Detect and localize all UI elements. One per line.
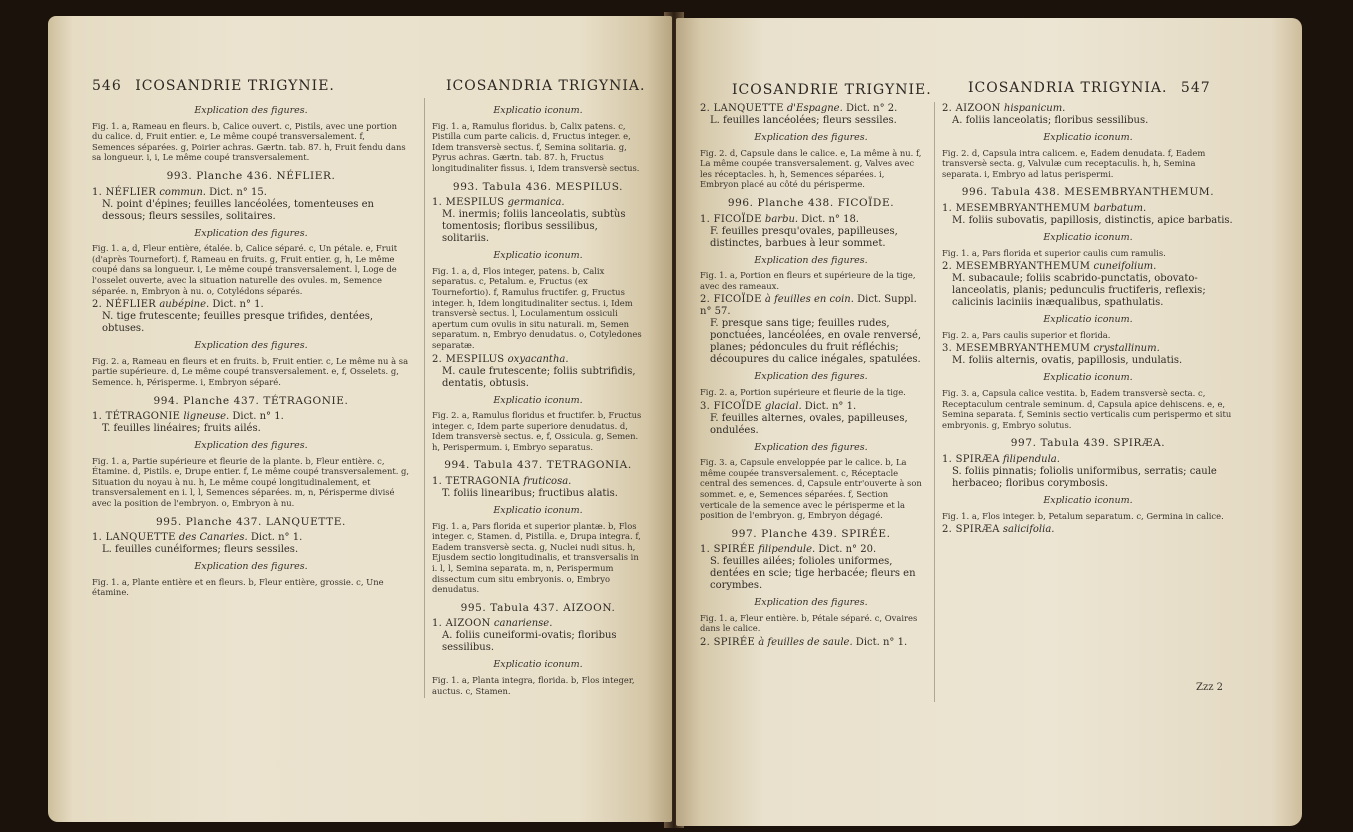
species-entry	[942, 261, 1234, 309]
species-diagnosis: N. tige frutescente; feuilles presque trifides, dentées, obtuses.	[102, 311, 374, 335]
species-diagnosis: F. feuilles alternes, ovales, papilleuses, ondulées.	[710, 412, 908, 436]
figure-explanation-text: Fig. 1. a, Rameau en fleurs. b, Calice ouvert. c, Pistils, avec une portion du calice. d, Fruit entier. e, Le même coupé transversalement. f, Semences séparées. g, Poirier achras. Gærtn. tab. 87. h, Fruit fendu dans sa longueur. i, i, Le même coupé transversalement.	[92, 120, 406, 163]
species-name: 1. TÉTRAGONIE	[92, 411, 181, 423]
figure-explanation-text: Fig. 2. d, Capsula intra calicem. e, Eadem denudata. f, Eadem transversè secta. g, Valvulæ cum receptaculis. h, h, Semina separata. i, Embryo ad latus perispermi.	[942, 147, 1206, 179]
running-title-fr: ICOSANDRIE TRIGYNIE.	[135, 78, 335, 94]
species-diagnosis: S. foliis pinnatis; foliolis uniformibus, serratis; caule herbaceo; floribus corymbosis.	[952, 465, 1217, 489]
species-epithet: fruticosa.	[523, 476, 572, 488]
dictionary-reference: Dict. n° 15.	[205, 186, 267, 198]
figure-explanation-text: Fig. 1. a, Portion en fleurs et supérieure de la tige, avec des rameaux.	[700, 270, 916, 291]
species-entry	[432, 618, 644, 654]
figure-explanation-text: Fig. 2. a, Pars caulis superior et florida.	[942, 329, 1111, 340]
species-diagnosis: T. feuilles linéaires; fruits ailés.	[102, 423, 261, 435]
figure-explanation-heading: Explicatio iconum.	[1043, 494, 1133, 506]
species-diagnosis: T. foliis linearibus; fructibus alatis.	[442, 488, 618, 500]
dictionary-reference: Dict. n° 20.	[815, 544, 877, 556]
figure-explanation-heading: Explicatio iconum.	[493, 505, 583, 517]
species-diagnosis: A. foliis cuneiformi-ovatis; floribus sessilibus.	[442, 630, 617, 654]
species-diagnosis: M. foliis alternis, ovatis, papillosis, undulatis.	[952, 355, 1183, 367]
left-page	[48, 16, 672, 822]
species-entry	[92, 532, 410, 556]
plate-heading: 996. Tabula 438. MESEMBRYANTHEMUM.	[961, 186, 1215, 199]
species-epithet: à feuilles de saule.	[758, 637, 853, 649]
species-name: 1. LANQUETTE	[92, 532, 176, 544]
species-name: 1. TETRAGONIA	[432, 476, 521, 488]
figure-explanation-heading: Explication des figures.	[194, 440, 308, 452]
species-name: 3. FICOÏDE	[700, 400, 762, 412]
figure-explanation-text: Fig. 1. a, Fleur entière. b, Pétale séparé. c, Ovaires dans le calice.	[700, 612, 918, 634]
species-name: 1. FICOÏDE	[700, 213, 762, 225]
page-number: 547	[1180, 80, 1211, 96]
figure-explanation-text: Fig. 2. d, Capsule dans le calice. e, La même à nu. f, La même coupée transversalement. g, Valves avec les réceptacles. h, h, Semences séparées. i, Embryon placé au côté du périsperme.	[700, 147, 922, 190]
species-epithet: à feuilles en coin.	[764, 294, 854, 306]
plate-heading: 993. Planche 436. NÉFLIER.	[166, 169, 336, 182]
figure-explanation-heading: Explication des figures.	[754, 371, 868, 383]
species-epithet: glacial.	[764, 400, 802, 412]
species-entry	[942, 524, 1234, 536]
column-divider	[934, 102, 935, 702]
species-epithet: ligneuse.	[183, 411, 230, 423]
species-epithet: filipendula.	[1002, 453, 1060, 465]
plate-heading: 997. Planche 439. SPIRÉE.	[731, 527, 891, 540]
species-diagnosis: F. feuilles presqu'ovales, papilleuses, distinctes, barbues à leur sommet.	[710, 225, 898, 249]
running-title-la: ICOSANDRIA TRIGYNIA.	[446, 78, 646, 94]
species-entry	[942, 103, 1234, 127]
figure-explanation-heading: Explicatio iconum.	[1043, 132, 1133, 143]
figure-explanation-heading: Explication des figures.	[754, 254, 868, 266]
species-name: 2. NÉFLIER	[92, 299, 157, 311]
species-name: 2. AIZOON	[942, 103, 1001, 114]
dictionary-reference: Dict. n° 1.	[852, 637, 908, 649]
figure-explanation-text: Fig. 1. a, Pars florida et superior plantæ. b, Flos integer. c, Stamen. d, Pistilla. e, Drupa integra. f, Eadem transversè secta. g, Nuclei nudi situs. h, Ejusdem sectio longitudinalis, et transversalis in i. l, l, Semina separata. m, n, Perispermum dissectum cum situ embryonis. o, Embryo denudatus.	[432, 520, 641, 595]
figure-explanation-heading: Explicatio iconum.	[493, 105, 583, 116]
figure-explanation-text: Fig. 2. a, Portion supérieure et fleurie de la tige.	[700, 386, 906, 397]
plate-heading: 994. Tabula 437. TETRAGONIA.	[444, 459, 632, 472]
column-latin	[942, 100, 1234, 539]
species-name: 2. LANQUETTE	[700, 103, 784, 114]
species-diagnosis: L. feuilles lancéolées; fleurs sessiles.	[710, 115, 897, 126]
species-entry	[700, 103, 922, 127]
plate-heading: 997. Tabula 439. SPIRÆA.	[1010, 437, 1166, 450]
figure-explanation-text: Fig. 1. a, Flos integer. b, Petalum separatum. c, Germina in calice.	[942, 510, 1224, 521]
species-name: 2. MESPILUS	[432, 353, 505, 365]
plate-heading: 995. Tabula 437. AIZOON.	[460, 601, 616, 614]
species-entry	[92, 187, 410, 223]
figure-explanation-text: Fig. 1. a, Plante entière et en fleurs. b, Fleur entière, grossie. c, Une étamine.	[92, 576, 384, 598]
species-name: 1. MESPILUS	[432, 197, 505, 209]
figure-explanation-heading: Explicatio iconum.	[1043, 314, 1133, 326]
figure-explanation-heading: Explication des figures.	[754, 597, 868, 609]
species-entry	[432, 354, 644, 390]
species-name: 1. SPIRÉE	[700, 544, 756, 556]
figure-explanation-text: Fig. 3. a, Capsula calice vestita. b, Eadem transversè secta. c, Receptaculum centrale seminum. d, Capsula apice dehiscens. e, e, Semina separata. f, Seminis sectio verticalis cum perispermo et situ embryonis. g, Embryo solutus.	[942, 387, 1232, 430]
dictionary-reference: Dict. n° 1.	[801, 400, 857, 412]
figure-explanation-text: Fig. 1. a, d, Flos integer, patens. b, Calix separatus. c, Petalum. e, Fructus (ex Tournefortio). f, Ramulus fructifer. g, Fructus integer. h, Idem longitudinaliter sectus. i, Idem transversè sectus. l, Loculamentum ossiculi apertum cum ovulis in situ naturali. m, Semen separatum. n, Embryo denudatus. o, Cotyledones separatæ.	[432, 265, 642, 350]
page-number: 546	[92, 78, 122, 94]
species-name: 2. SPIRÆA	[942, 524, 1000, 536]
figure-explanation-heading: Explication des figures.	[194, 340, 308, 352]
right-page	[676, 18, 1302, 826]
species-diagnosis: L. feuilles cunéiformes; fleurs sessiles.	[102, 544, 299, 556]
figure-explanation-heading: Explication des figures.	[194, 105, 308, 116]
figure-explanation-heading: Explication des figures.	[194, 227, 308, 239]
species-epithet: commun.	[159, 186, 206, 198]
species-entry	[92, 299, 410, 335]
figure-explanation-heading: Explicatio iconum.	[1043, 372, 1133, 384]
species-entry	[942, 343, 1234, 367]
species-epithet: canariense.	[493, 618, 553, 630]
figure-explanation-text: Fig. 3. a, Capsule enveloppée par le calice. b, La même coupée transversalement. c, Réceptacle central des semences. d, Capsule entr'ouverte à son sommet. e, e, Semences séparées. f, Section verticale de la semence avec le périsperme et la position de l'embryon. g, Embryon dégagé.	[700, 457, 922, 521]
figure-explanation-heading: Explication des figures.	[194, 561, 308, 573]
column-divider	[424, 98, 425, 698]
species-name: 2. FICOÏDE	[700, 294, 762, 306]
figure-explanation-text: Fig. 2. a, Rameau en fleurs et en fruits. b, Fruit entier. c, Le même nu à sa partie supérieure. d, Le même coupé transversalement. e, f, Osselets. g, Semence. h, Périsperme. i, Embryon séparé.	[92, 355, 409, 387]
species-epithet: hispanicum.	[1003, 103, 1066, 114]
species-epithet: des Canaries.	[178, 532, 248, 544]
species-name: 3. MESEMBRYANTHEMUM	[942, 343, 1091, 355]
species-entry	[700, 401, 922, 437]
running-title-fr: ICOSANDRIE TRIGYNIE.	[732, 82, 932, 98]
species-epithet: crystallinum.	[1093, 343, 1160, 355]
species-entry	[700, 637, 922, 649]
plate-heading: 995. Planche 437. LANQUETTE.	[156, 515, 346, 528]
species-diagnosis: M. caule frutescente; foliis subtrifidis, dentatis, obtusis.	[442, 365, 636, 389]
signature-mark: Zzz 2	[1196, 682, 1224, 693]
dictionary-reference: Dict. n° 1.	[247, 532, 303, 544]
species-epithet: barbu.	[764, 213, 799, 225]
species-entry	[700, 214, 922, 250]
species-entry	[432, 476, 644, 500]
figure-explanation-heading: Explicatio iconum.	[493, 659, 583, 671]
species-epithet: d'Espagne.	[786, 103, 843, 114]
species-entry	[432, 197, 644, 245]
species-entry	[942, 454, 1234, 490]
species-epithet: cuneifolium.	[1093, 261, 1157, 273]
species-entry	[700, 294, 922, 366]
species-name: 2. SPIRÉE	[700, 637, 756, 649]
figure-explanation-heading: Explicatio iconum.	[493, 394, 583, 406]
species-epithet: aubépine.	[159, 299, 210, 311]
page-header-left	[92, 78, 335, 94]
figure-explanation-heading: Explicatio iconum.	[1043, 231, 1133, 243]
plate-heading: 994. Planche 437. TÉTRAGONIE.	[153, 394, 349, 407]
column-french	[92, 100, 410, 600]
figure-explanation-text: Fig. 1. a, d, Fleur entière, étalée. b, Calice séparé. c, Un pétale. e, Fruit (d'après Tournefort). f, Rameau en fruits. g, Fruit entier. g, h, Le même coupé dans sa longueur. i, Le même coupé transversalement. l, Loge de l'osselet ouverte, avec la situation naturelle des ovules. m, Semence séparée. n, Embryon à nu. o, Cotylédons séparés.	[92, 243, 398, 296]
species-epithet: oxyacantha.	[507, 353, 569, 365]
figure-explanation-text: Fig. 1. a, Pars florida et superior caulis cum ramulis.	[942, 247, 1166, 258]
dictionary-reference: Dict. n° 1.	[229, 411, 284, 423]
plate-heading: 996. Planche 438. FICOÏDE.	[727, 196, 895, 209]
figure-explanation-text: Fig. 1. a, Ramulus floridus. b, Calix patens. c, Pistilla cum parte calicis. d, Fructus integer. e, Idem transversè sectus. f, Semina solitaria. g, Pyrus achras. Gærtn. tab. 87. h, Fructus longitudinaliter fissus. i, Idem transversè sectus.	[432, 120, 640, 173]
species-diagnosis: S. feuilles ailées; folioles uniformes, dentées en scie; tige herbacée; fleurs en corymbes.	[710, 556, 916, 592]
species-name: 2. MESEMBRYANTHEMUM	[942, 261, 1091, 273]
species-diagnosis: F. presque sans tige; feuilles rudes, ponctuées, lancéolées, en ovale renversé, planes; pédoncules du fruit réfléchis; découpures du calice inégales, spatulées.	[710, 318, 922, 366]
species-name: 1. MESEMBRYANTHEMUM	[942, 202, 1091, 214]
figure-explanation-text: Fig. 2. a, Ramulus floridus et fructifer. b, Fructus integer. c, Idem parte superiore denudatus. d, Idem transversè sectus. e, f, Ossicula. g, Semen. h, Perispermum. i, Embryo separatus.	[432, 410, 642, 452]
dictionary-reference: Dict. n° 1.	[209, 299, 264, 311]
species-epithet: barbatum.	[1093, 202, 1147, 214]
figure-explanation-text: Fig. 1. a, Partie supérieure et fleurie de la plante. b, Fleur entière. c, Étamine. d, Pistils. e, Drupe entier. f, Le même coupé transversalement. g, Situation du noyau à nu. h, Le même coupé longitudinalement, et transversalement en i. l, l, Semences séparées. m, n, Périsperme divisé avec la position de l'embryon. o, Embryon à nu.	[92, 455, 410, 509]
species-epithet: filipendule.	[758, 544, 816, 556]
species-epithet: germanica.	[507, 197, 565, 209]
species-epithet: salicifolia.	[1002, 524, 1055, 536]
species-name: 1. AIZOON	[432, 618, 491, 630]
species-diagnosis: M. inermis; foliis lanceolatis, subtùs tomentosis; floribus sessilibus, solitariis.	[442, 209, 626, 245]
page-header-right	[968, 80, 1211, 96]
species-diagnosis: A. foliis lanceolatis; floribus sessilibus.	[952, 115, 1149, 126]
species-diagnosis: M. subacaule; foliis scabrido-punctatis, obovato-lanceolatis, planis; pedunculis fructiferis, reflexis; calicinis laciniis inæqualibus, spathulatis.	[952, 273, 1206, 309]
figure-explanation-heading: Explicatio iconum.	[493, 250, 583, 262]
species-name: 1. SPIRÆA	[942, 453, 1000, 465]
plate-heading: 993. Tabula 436. MESPILUS.	[452, 180, 624, 193]
dictionary-reference: Dict. n° 2.	[842, 103, 898, 114]
running-title-la: ICOSANDRIA TRIGYNIA.	[968, 80, 1168, 96]
species-entry	[700, 544, 922, 592]
species-entry	[942, 203, 1234, 227]
figure-explanation-heading: Explication des figures.	[754, 132, 868, 143]
species-diagnosis: M. foliis subovatis, papillosis, distinctis, apice barbatis.	[952, 214, 1233, 226]
column-french	[700, 100, 922, 652]
figure-explanation-heading: Explication des figures.	[754, 441, 868, 453]
species-entry	[92, 411, 410, 435]
species-diagnosis: N. point d'épines; feuilles lancéolées, tomenteuses en dessous; fleurs sessiles, solitaires.	[102, 198, 374, 222]
figure-explanation-text: Fig. 1. a, Planta integra, florida. b, Flos integer, auctus. c, Stamen.	[432, 675, 635, 696]
species-name: 1. NÉFLIER	[92, 186, 157, 198]
dictionary-reference: Dict. Suppl. n° 57.	[700, 294, 917, 318]
dictionary-reference: Dict. n° 18.	[798, 213, 859, 225]
column-latin	[432, 100, 644, 698]
